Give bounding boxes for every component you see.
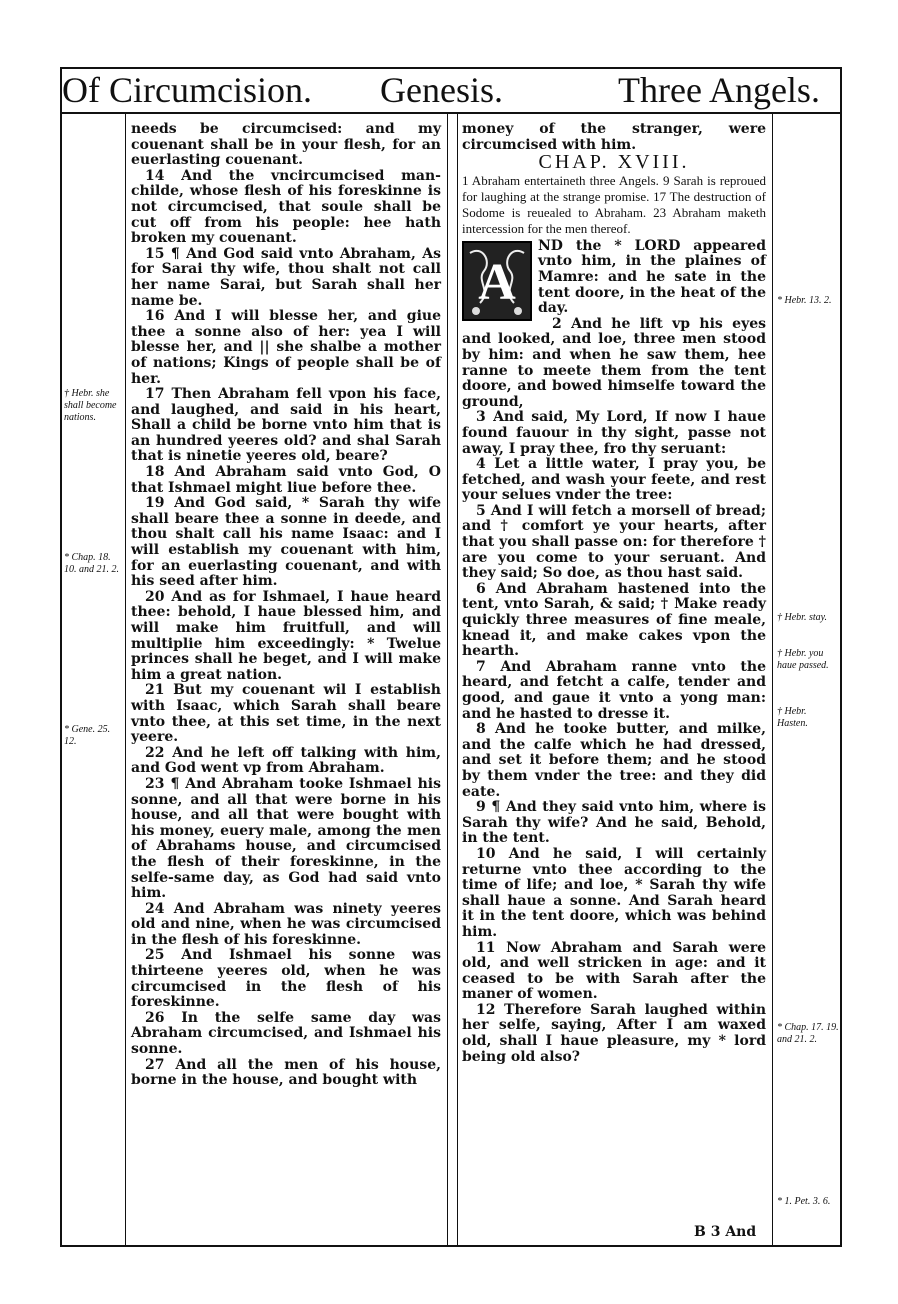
margin-note-right-2: † Hebr. stay.: [777, 612, 827, 623]
verse-14: 14 And the vncircumcised man-childe, whose flesh of his foreskinne is not circumcised, that soule shall be cut off from his people: hee hath broken my couenant.: [131, 167, 441, 247]
verse-10: 10 And he said, I will certainly returne vnto thee according to the time of life; and loe, * Sarah thy wife shall haue a sonne. And Sarah heard it in the tent doore, which was behind him.: [462, 845, 766, 940]
verse-4: 4 Let a little water, I pray you, be fetched, and wash your feete, and rest your selues vnder the tree:: [462, 456, 766, 504]
verse-15: 15 ¶ And God said vnto Abraham, As for Sarai thy wife, thou shalt not call her name Sarai, but Sarah shall her name be.: [131, 245, 441, 309]
chapter-heading: CHAP. XVIII.: [538, 151, 690, 174]
ornamental-initial-icon: [462, 241, 532, 321]
chapter-summary: 1 Abraham entertaineth three Angels. 9 Sarah is reproued for laughing at the strange promise. 17 The destruction of Sodome is reuealed to Abraham. 23 Abraham maketh intercession for the men thereof.: [462, 172, 766, 236]
svg-text:A: A: [478, 253, 516, 311]
verse-17: 17 Then Abraham fell vpon his face, and laughed, and said in his heart, Shall a child be borne vnto him that is an hundred yeeres old? and shal Sarah that is ninetie yeeres old, beare?: [131, 386, 441, 465]
verse-6: 6 And Abraham hastened into the tent, vnto Sarah, & said; † Make ready quickly three measures of fine meale, knead it, and make cakes vpon the hearth.: [462, 580, 766, 660]
verse-continuation: needs be circumcised: and my couenant shall be in your flesh, for an euerlasting couenant.: [131, 121, 441, 169]
verse-12: 12 Therefore Sarah laughed within her selfe, saying, After I am waxed old, shall I haue pleasure, my * lord being old also?: [462, 1001, 766, 1065]
verse-5: 5 And I will fetch a morsell of bread; and † comfort ye your hearts, after that you shall passe on: for therefore † are you come to your seruant. And they said; So doe, as thou hast said.: [462, 502, 766, 582]
verse-26: 26 In the selfe same day was Abraham circumcised, and Ishmael his sonne.: [131, 1009, 441, 1058]
column-rule-right: [457, 112, 458, 1247]
verse-25: 25 And Ishmael his sonne was thirteene yeeres old, when he was circumcised in the flesh of his foreskinne.: [131, 947, 441, 1011]
verse-21: 21 But my couenant wil I establish with Isaac, which Sarah shall beare vnto thee, at this set time, in the next yeere.: [131, 682, 441, 746]
verse-3: 3 And said, My Lord, If now I haue found fauour in thy sight, passe not away, I pray thee, fro thy seruant:: [462, 409, 766, 457]
verse-20: 20 And as for Ishmael, I haue heard thee: behold, I haue blessed him, and will make him fruitfull, and will multiplie him exceedingly: * Twelue princes shall he beget, and I will make him a great nation.: [131, 588, 441, 683]
margin-note-right-1: * Hebr. 13. 2.: [777, 295, 832, 306]
verse-1: ND the * LORD appeared vnto him, in the plaines of Mamre: and he sate in the tent doore, in the heat of the day.: [538, 237, 766, 317]
verse-2: 2 And he lift vp his eyes and looked, and loe, three men stood by him: and when he saw them, hee ranne to meete them from the tent doore, and bowed himselfe toward the ground,: [462, 315, 766, 410]
verse-7: 7 And Abraham ranne vnto the heard, and fetcht a calfe, tender and good, and gaue it vnto a yong man: and he hasted to dresse it.: [462, 658, 766, 722]
margin-note-right-3: † Hebr. you haue passed.: [777, 648, 829, 671]
catchword: B 3 And: [694, 1224, 757, 1240]
running-head-right: Three Angels.: [618, 70, 820, 110]
verse-23: 23 ¶ And Abraham tooke Ishmael his sonne, and all that were borne in his house, and all that were bought with his money, euery male, among the men of Abrahams house, and circumcised the flesh of their foreskinne, in the selfe-same day, as God had said vnto him.: [131, 775, 441, 902]
verse-9: 9 ¶ And they said vnto him, where is Sarah thy wife? And he said, Behold, in the tent.: [462, 799, 766, 847]
margin-note-left-3: * Gene. 25. 12.: [64, 724, 111, 747]
ornamental-initial: [462, 241, 532, 321]
right-text-column: [462, 122, 766, 1065]
verse-continuation-right: money of the stranger, were circumcised with him.: [462, 121, 766, 153]
right-margin-rule: [772, 112, 773, 1247]
verse-16: 16 And I will blesse her, and giue thee a sonne also of her: yea I will blesse her, and || she shalbe a mother of nations; Kings of people shall be of her.: [131, 308, 441, 387]
margin-note-right-5: * Chap. 17. 19. and 21. 2.: [777, 1022, 839, 1045]
margin-note-left-2: * Chap. 18. 10. and 21. 2.: [64, 552, 119, 575]
margin-note-left-1: † Hebr. she shall become nations.: [64, 388, 117, 423]
verse-8: 8 And he tooke butter, and milke, and the calfe which he had dressed, and set it before them; and he stood by them vnder the tree: and they did eate.: [462, 721, 766, 800]
column-rule-left: [447, 112, 448, 1247]
margin-note-right-4: † Hebr. Hasten.: [777, 706, 808, 729]
verse-19: 19 And God said, * Sarah thy wife shall beare thee a sonne in deede, and thou shalt call his name Isaac: and I will establish my couenant with him, for an euerlasting couenant, and with his seed after him.: [131, 495, 441, 590]
verse-22: 22 And he left off talking with him, and God went vp from Abraham.: [131, 744, 441, 777]
verse-24: 24 And Abraham was ninety yeeres old and nine, when he was circumcised in the flesh of his foreskinne.: [131, 900, 441, 948]
verse-11: 11 Now Abraham and Sarah were old, and well stricken in age: and it ceased to be with Sarah after the maner of women.: [462, 939, 766, 1003]
running-head-left: Of Circumcision.: [62, 70, 312, 110]
verse-18: 18 And Abraham said vnto God, O that Ishmael might liue before thee.: [131, 464, 441, 496]
running-head-center: Genesis.: [380, 70, 503, 110]
left-text-column: [131, 122, 441, 1089]
margin-note-right-6: * 1. Pet. 3. 6.: [777, 1196, 831, 1207]
verse-27: 27 And all the men of his house, borne in the house, and bought with: [131, 1056, 441, 1089]
header-rule: [60, 112, 842, 114]
left-margin-rule: [125, 112, 126, 1247]
